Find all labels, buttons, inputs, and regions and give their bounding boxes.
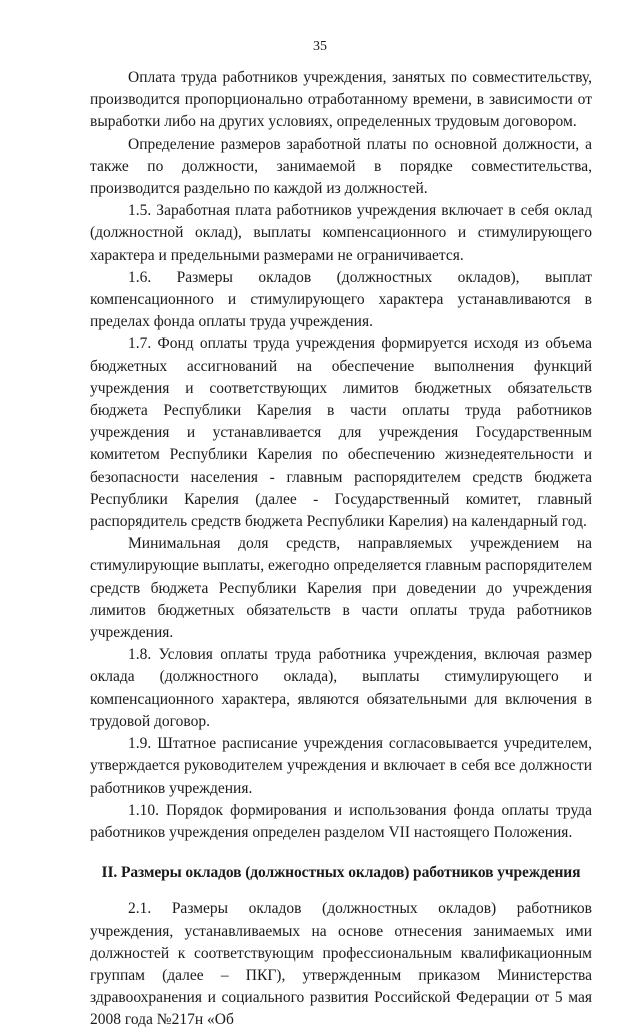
paragraph: 1.9. Штатное расписание учреждения согласовывается учредителем, утверждается руководителем учреждения и включает в себя все должности работников учреждения. bbox=[90, 735, 592, 797]
paragraph: 1.10. Порядок формирования и использования фонда оплаты труда работников учреждения определен разделом VII настоящего Положения. bbox=[90, 801, 592, 841]
paragraph: Оплата труда работников учреждения, занятых по совместительству, производится пропорционально отработанному времени, в зависимости от выработки либо на других условиях, определенных трудовым договором. bbox=[90, 69, 592, 131]
paragraph: 1.6. Размеры окладов (должностных окладов), выплат компенсационного и стимулирующего характера устанавливаются в пределах фонда оплаты труда учреждения. bbox=[90, 268, 592, 331]
section-heading: II. Размеры окладов (должностных окладов) работников учреждения bbox=[101, 864, 581, 882]
document-body bbox=[90, 67, 592, 1032]
paragraph: Минимальная доля средств, направляемых учреждением на стимулирующие выплаты, ежегодно определяется главным распорядителем средств бюджета Республики Карелия при доведении до учреждения лимитов бюджетных обязательств в части оплаты труда работников учреждения. bbox=[90, 535, 592, 642]
paragraph: 1.5. Заработная плата работников учреждения включает в себя оклад (должностной оклад), выплаты компенсационного и стимулирующего характера и предельными размерами не ограничивается. bbox=[90, 202, 592, 264]
paragraph: 1.8. Условия оплаты труда работника учреждения, включая размер оклада (должностного оклада), выплаты стимулирующего и компенсационного характера, являются обязательными для включения в трудовой договор. bbox=[90, 646, 592, 730]
paragraph: 1.7. Фонд оплаты труда учреждения формируется исходя из объема бюджетных ассигнований на обеспечение выполнения функций учреждения и соответствующих лимитов бюджетных обязательств бюджета Республики Карелия в части оплаты труда работников учреждения и устанавливается для учреждения Государственным комитетом Республики Карелия по обеспечению жизнедеятельности и безопасности населения - главным распорядителем средств бюджета Республики Карелия (далее - Государственный комитет, главный распорядитель средств бюджета Республики Карелия) на календарный год. bbox=[90, 335, 592, 531]
paragraph: 2.1. Размеры окладов (должностных окладов) работников учреждения, устанавливаемых на основе отнесения занимаемых ими должностей к соответствующим профессиональным квалификационным группам (далее – ПКГ), утвержденным приказом Министерства здравоохранения и социального развития Российской Федерации от 5 мая 2008 года №217н «Об bbox=[90, 900, 592, 1029]
page-number: 35 bbox=[313, 39, 327, 54]
paragraph: Определение размеров заработной платы по основной должности, а также по должности, занимаемой в порядке совместительства, производится раздельно по каждой из должностей. bbox=[90, 135, 592, 198]
